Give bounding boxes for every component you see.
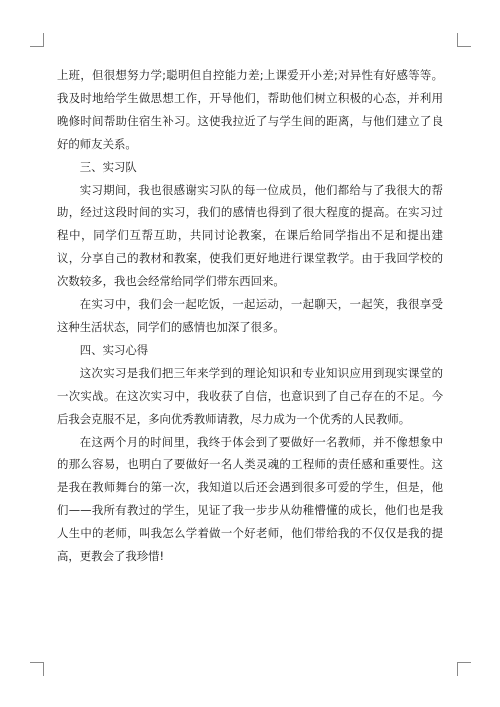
paragraph-team-help: 实习期间，我也很感谢实习队的每一位成员，他们都给与了我很大的帮助，经过这段时间的实习，我们的感情也得到了很大程度的提高。在实习过程中，同学们互帮互助，共同讨论教案，在课后给同学指出不足和提出建议，分享自己的教材和教案，使我们更好地进行课堂教学。由于我回学校的次数较多，我也会经常给同学们带东西回来。 [57,182,443,289]
paragraph-continued: 上班，但很想努力学;聪明但自控能力差;上课爱开小差;对异性有好感等等。我及时地给学生做思想工作，开导他们，帮助他们树立积极的心态，并利用晚修时间帮助住宿生补习。这使我拉近了与学生间的距离，与他们建立了良好的师友关系。 [57,68,443,151]
document-body [57,64,443,568]
paragraph-team-life: 在实习中，我们会一起吃饭，一起运动，一起聊天，一起笑，我很享受这种生活状态，同学们的感情也加深了很多。 [57,297,443,334]
paragraph-reflection-two-months: 在这两个月的时间里，我终于体会到了要做好一名教师，并不像想象中的那么容易，也明白了要做好一名人类灵魂的工程师的责任感和重要性。这是我在教师舞台的第一次，我知道以后还会遇到很多可爱的学生，但是，他们——我所有教过的学生，见证了我一步步从幼稚懵懂的成长，他们也是我人生中的老师，叫我怎么学着做一个好老师，他们带给我的不仅仅是我的提高，更教会了我珍惜! [57,434,443,564]
section-heading-internship-team: 三、实习队 [79,159,137,174]
section-heading-reflections: 四、实习心得 [79,342,149,357]
crop-mark-top-right [457,33,471,47]
paragraph-reflection-practice: 这次实习是我们把三年来学到的理论知识和专业知识应用到现实课堂的一次实战。在这次实习中，我收获了自信，也意识到了自己存在的不足。今后我会克服不足，多向优秀教师请教，尽力成为一个优秀的人民教师。 [57,365,443,426]
crop-mark-top-left [30,33,44,47]
crop-mark-bottom-left [30,662,44,676]
crop-mark-bottom-right [457,662,471,676]
